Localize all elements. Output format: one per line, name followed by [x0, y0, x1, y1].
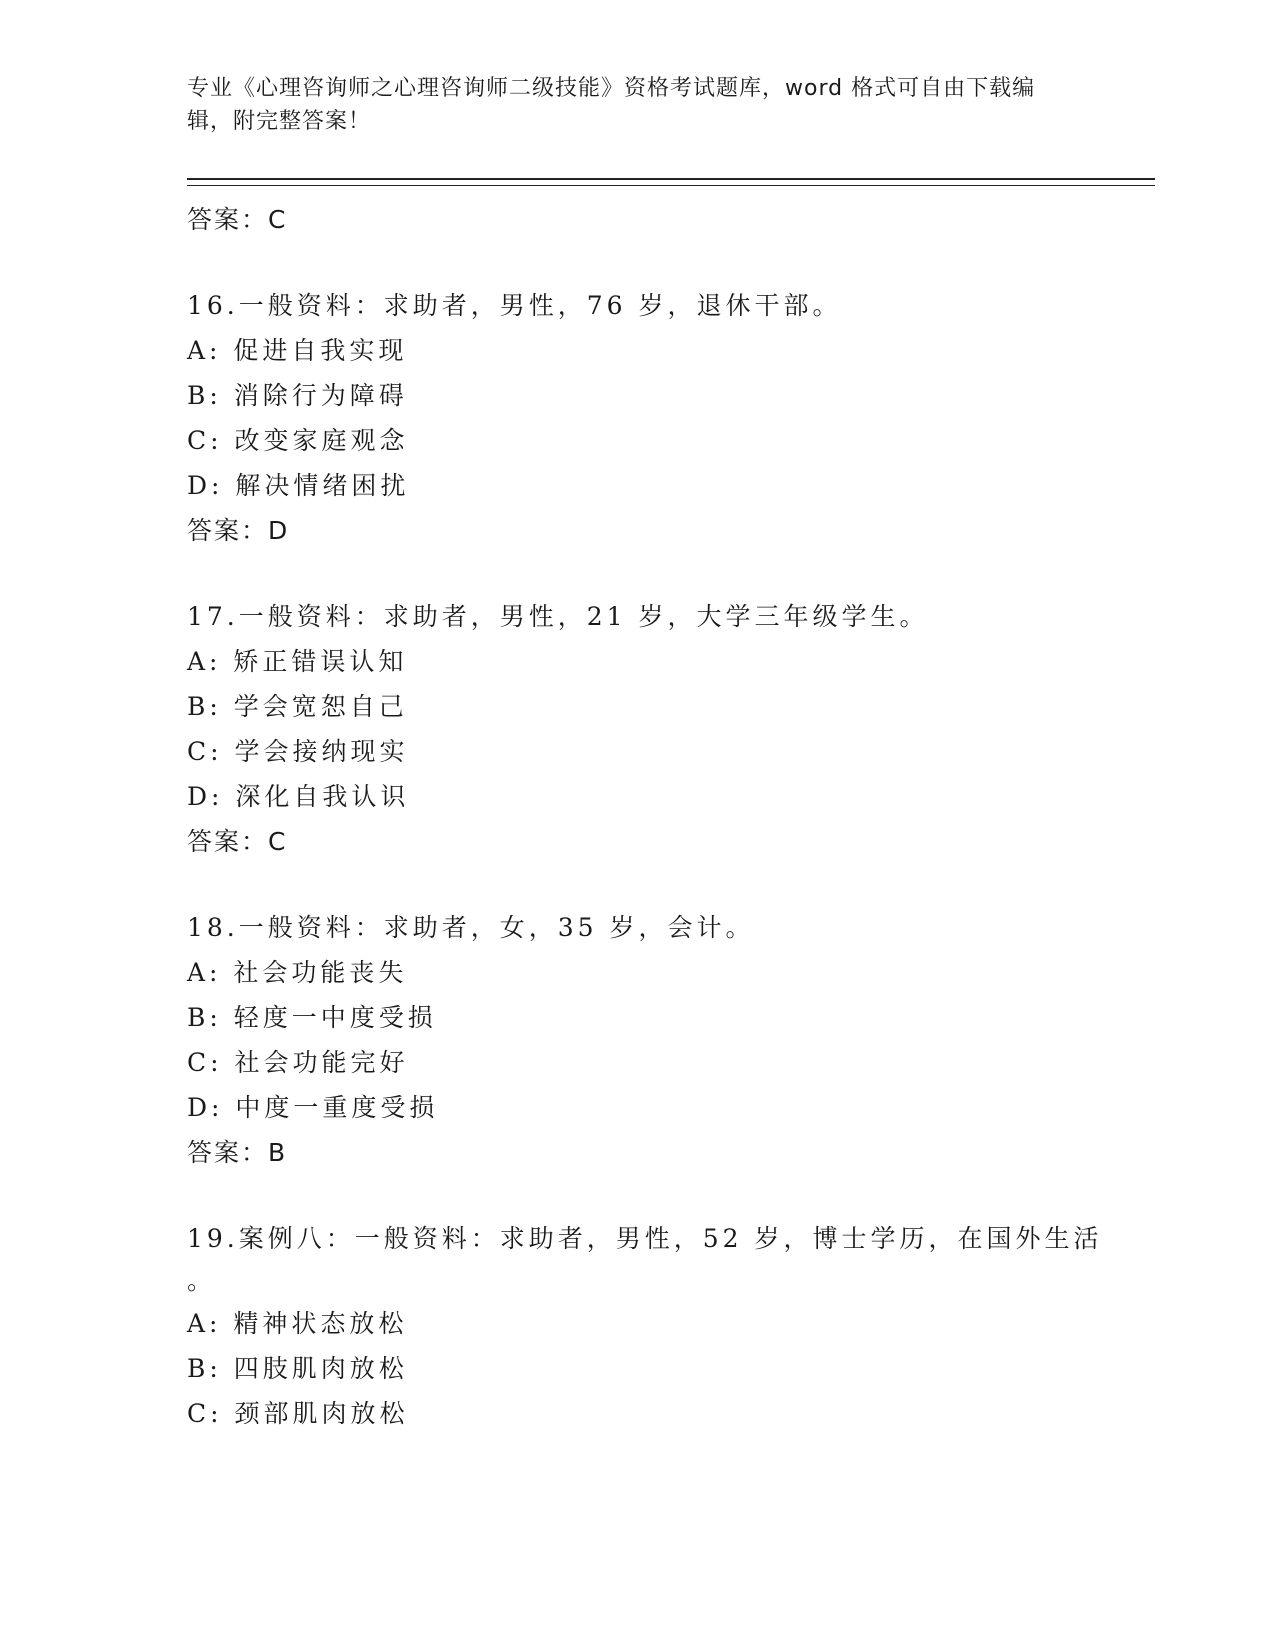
option-d: D: 中度一重度受损 — [187, 1093, 439, 1122]
option-a: A: 精神状态放松 — [187, 1309, 408, 1338]
option-a: A: 促进自我实现 — [187, 336, 408, 365]
option-c: C: 改变家庭观念 — [187, 426, 409, 455]
option-c: C: 颈部肌肉放松 — [187, 1399, 409, 1428]
option-b: B: 消除行为障碍 — [187, 381, 408, 410]
option-b: B: 轻度一中度受损 — [187, 1003, 437, 1032]
option-a: A: 社会功能丧失 — [187, 958, 408, 987]
answer-15: 答案：C — [187, 205, 288, 234]
question-stem: 17.一般资料：求助者，男性，21 岁，大学三年级学生。 — [187, 602, 929, 631]
document-page — [187, 72, 1147, 1436]
option-d: D: 深化自我认识 — [187, 782, 410, 811]
answer: 答案：D — [187, 516, 290, 545]
question-stem: 18.一般资料：求助者，女，35 岁，会计。 — [187, 913, 755, 942]
question-19 — [187, 1216, 1147, 1436]
question-stem: 19.案例八：一般资料：求助者，男性，52 岁，博士学历，在国外生活 — [187, 1224, 1103, 1253]
question-17 — [187, 594, 1147, 864]
question-stem-continuation: 。 — [187, 1266, 213, 1295]
question-stem: 16.一般资料：求助者，男性，76 岁，退休干部。 — [187, 291, 842, 320]
question-18 — [187, 905, 1147, 1175]
document-header: 专业《心理咨询师之心理咨询师二级技能》资格考试题库，word 格式可自由下载编辑，附完整答案！ — [187, 76, 1036, 134]
option-c: C: 学会接纳现实 — [187, 737, 409, 766]
option-a: A: 矫正错误认知 — [187, 647, 408, 676]
option-b: B: 四肢肌肉放松 — [187, 1354, 408, 1383]
option-d: D: 解决情绪困扰 — [187, 471, 410, 500]
option-b: B: 学会宽恕自己 — [187, 692, 408, 721]
question-16 — [187, 283, 1147, 553]
header-divider — [187, 178, 1155, 186]
answer: 答案：C — [187, 827, 288, 856]
answer: 答案：B — [187, 1138, 288, 1167]
option-c: C: 社会功能完好 — [187, 1048, 409, 1077]
